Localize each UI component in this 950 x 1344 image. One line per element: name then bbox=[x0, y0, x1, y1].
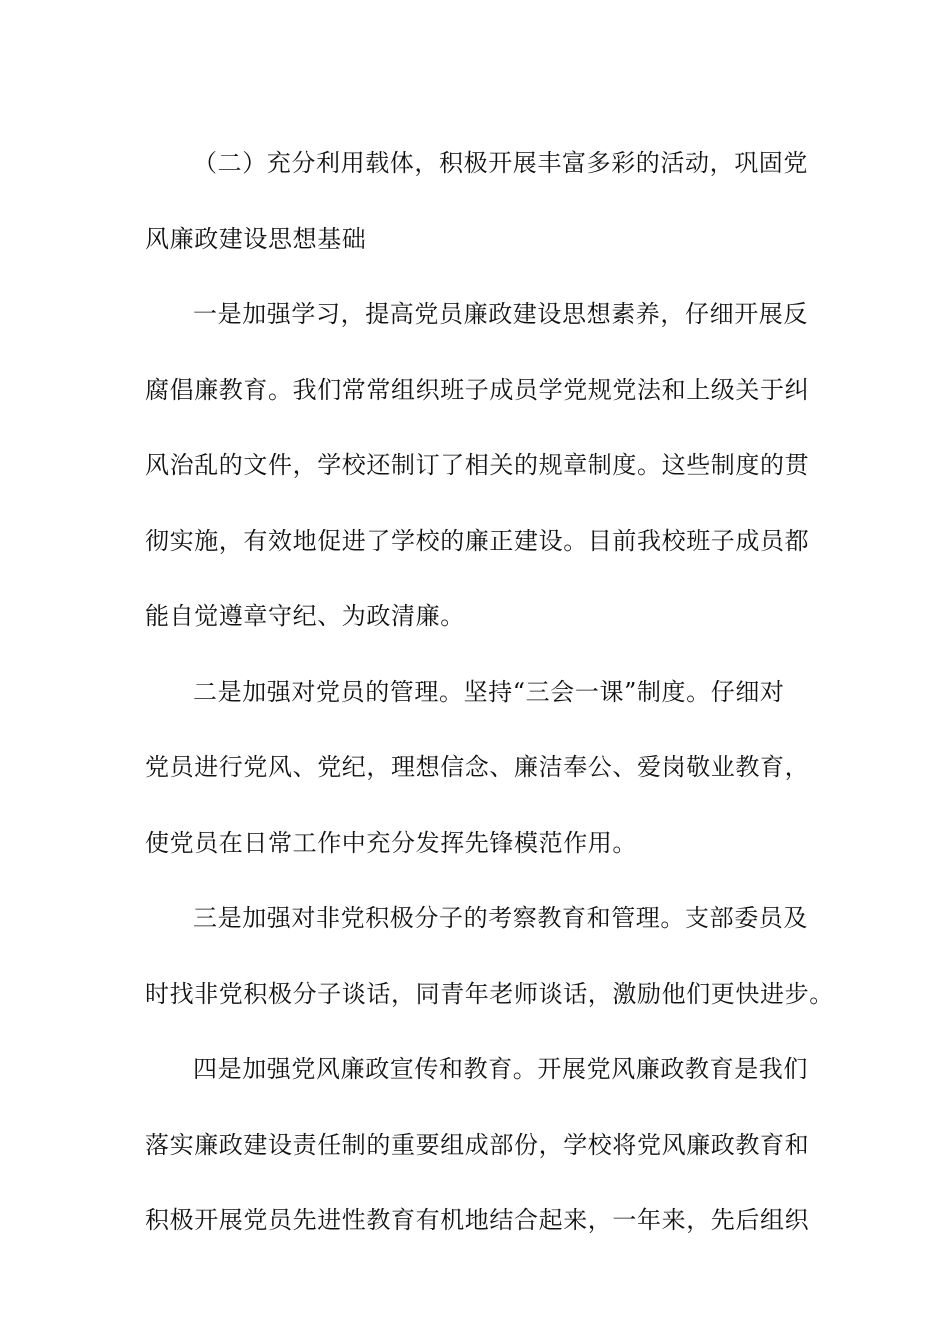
text-line: 一是加强学习，提高党员廉政建设思想素养，仔细开展反 bbox=[193, 300, 808, 328]
paragraph-member-management bbox=[145, 655, 810, 882]
text-line: 腐倡廉教育。我们常常组织班子成员学党规党法和上级关于纠 bbox=[145, 375, 810, 404]
text-line: 能自觉遵章守纪、为政清廉。 bbox=[145, 602, 465, 630]
text-line: 时找非党积极分子谈话，同青年老师谈话，激励他们更快进步。 bbox=[145, 979, 834, 1008]
text-line: 积极开展党员先进性教育有机地结合起来，一年来，先后组织 bbox=[145, 1206, 810, 1234]
text-line: 彻实施，有效地促进了学校的廉正建设。目前我校班子成员都 bbox=[145, 526, 810, 555]
text-line: 风廉政建设思想基础 bbox=[145, 224, 367, 253]
paragraph-publicity-education bbox=[145, 1032, 810, 1259]
text-line: 二是加强对党员的管理。坚持“三会一课”制度。仔细对 bbox=[193, 677, 785, 706]
text-line: 党员进行党风、党纪，理想信念、廉洁奉公、爱岗敬业教育， bbox=[145, 753, 810, 781]
text-line: 落实廉政建设责任制的重要组成部份，学校将党风廉政教育和 bbox=[145, 1130, 810, 1159]
paragraph-section-heading bbox=[145, 126, 808, 277]
paragraph-non-member-activists bbox=[145, 881, 834, 1032]
text-line: 使党员在日常工作中充分发挥先锋模范作用。 bbox=[145, 828, 637, 857]
text-line: 四是加强党风廉政宣传和教育。开展党风廉政教育是我们 bbox=[193, 1055, 808, 1083]
body-text bbox=[145, 126, 834, 1259]
text-line: 三是加强对非党积极分子的考察教育和管理。支部委员及 bbox=[193, 904, 808, 932]
paragraph-study bbox=[145, 277, 810, 655]
text-line: 风治乱的文件，学校还制订了相关的规章制度。这些制度的贯 bbox=[145, 451, 810, 479]
text-line: （二）充分利用载体，积极开展丰富多彩的活动，巩固党 bbox=[193, 149, 808, 177]
